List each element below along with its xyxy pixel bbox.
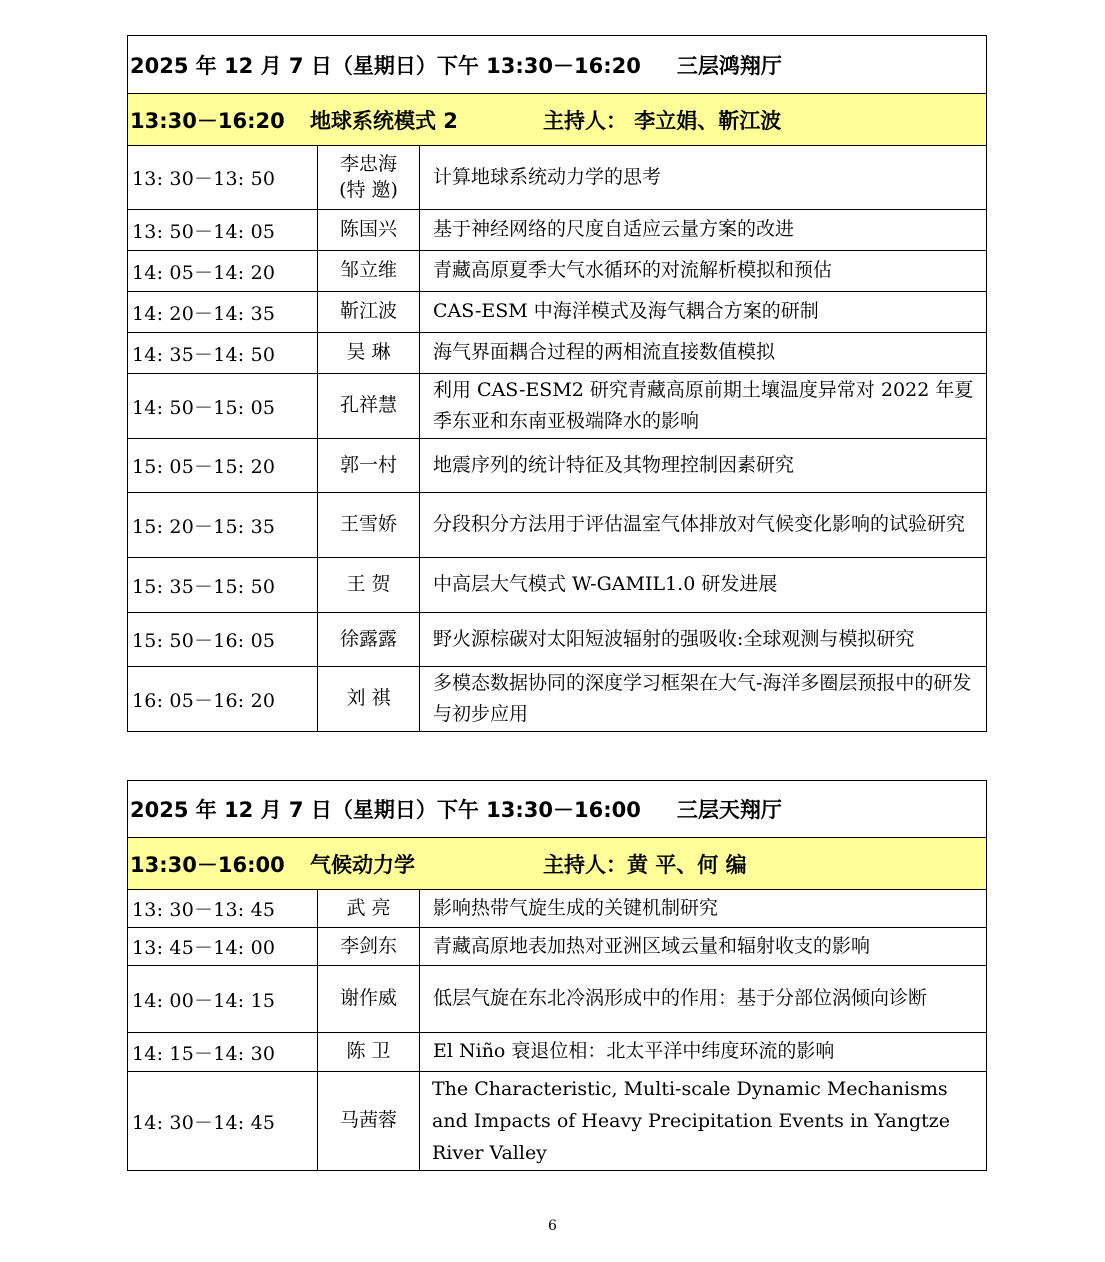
row-title: 分段积分方法用于评估温室气体排放对气候变化影响的试验研究 [420, 493, 987, 558]
row-title: 中高层大气模式 W-GAMIL1.0 研发进展 [420, 558, 987, 613]
table-row [128, 493, 987, 558]
session-topic: 地球系统模式 2 [310, 108, 458, 133]
speaker-name: 李忠海 [339, 152, 397, 175]
row-time: 14: 00－14: 15 [128, 966, 318, 1033]
session-table-2 [127, 780, 987, 1171]
row-time: 15: 05－15: 20 [128, 439, 318, 493]
table-row [128, 210, 987, 251]
session-room: 三层天翔厅 [676, 798, 782, 822]
row-title: 低层气旋在东北冷涡形成中的作用：基于分部位涡倾向诊断 [420, 966, 987, 1033]
page-number: 6 [548, 1218, 557, 1234]
session-header [128, 36, 987, 94]
table-row [128, 558, 987, 613]
row-speaker: 谢作威 [318, 966, 420, 1033]
table-row [128, 928, 987, 966]
row-title: 计算地球系统动力学的思考 [420, 146, 987, 210]
row-time: 15: 20－15: 35 [128, 493, 318, 558]
row-time: 13: 50－14: 05 [128, 210, 318, 251]
speaker-note: (特 邀) [339, 178, 398, 201]
row-title: 利用 CAS-ESM2 研究青藏高原前期土壤温度异常对 2022 年夏季东亚和东南亚极端降水的影响 [420, 374, 987, 439]
row-time: 13: 45－14: 00 [128, 928, 318, 966]
row-speaker: 邹立维 [318, 251, 420, 292]
row-speaker: 李剑东 [318, 928, 420, 966]
row-speaker: 刘 祺 [318, 667, 420, 732]
table-row [128, 333, 987, 374]
row-title: 多模态数据协同的深度学习框架在大气-海洋多圈层预报中的研发与初步应用 [420, 667, 987, 732]
session-table-1 [127, 35, 987, 732]
session-subheader [128, 838, 987, 890]
row-title: 影响热带气旋生成的关键机制研究 [420, 890, 987, 928]
table-row [128, 251, 987, 292]
table-row [128, 292, 987, 333]
row-speaker: 靳江波 [318, 292, 420, 333]
session-header [128, 781, 987, 838]
row-speaker [318, 146, 420, 210]
row-time: 16: 05－16: 20 [128, 667, 318, 732]
row-speaker: 陈 卫 [318, 1033, 420, 1072]
row-time: 14: 35－14: 50 [128, 333, 318, 374]
table-row [128, 439, 987, 493]
row-time: 14: 05－14: 20 [128, 251, 318, 292]
row-time: 14: 20－14: 35 [128, 292, 318, 333]
session-host: 主持人： 李立娟、靳江波 [543, 108, 782, 133]
row-title: 基于神经网络的尺度自适应云量方案的改进 [420, 210, 987, 251]
row-title: El Niño 衰退位相：北太平洋中纬度环流的影响 [420, 1033, 987, 1072]
row-speaker: 吴 琳 [318, 333, 420, 374]
table-row [128, 890, 987, 928]
session-date: 2025 年 12 月 7 日（星期日）下午 13:30－16:00 [130, 798, 641, 822]
row-speaker: 武 亮 [318, 890, 420, 928]
row-speaker: 徐露露 [318, 613, 420, 667]
row-title: CAS-ESM 中海洋模式及海气耦合方案的研制 [420, 292, 987, 333]
session-time-range: 13:30－16:20 [130, 108, 285, 133]
row-title: 海气界面耦合过程的两相流直接数值模拟 [420, 333, 987, 374]
row-speaker: 王 贺 [318, 558, 420, 613]
row-speaker: 王雪娇 [318, 493, 420, 558]
session-host: 主持人：黄 平、何 编 [543, 852, 747, 877]
session-subheader [128, 94, 987, 146]
row-speaker: 孔祥慧 [318, 374, 420, 439]
table-row [128, 374, 987, 439]
row-time: 15: 35－15: 50 [128, 558, 318, 613]
session-date: 2025 年 12 月 7 日（星期日）下午 13:30－16:20 [130, 53, 641, 78]
row-time: 15: 50－16: 05 [128, 613, 318, 667]
row-title: 野火源棕碳对太阳短波辐射的强吸收:全球观测与模拟研究 [420, 613, 987, 667]
row-speaker: 郭一村 [318, 439, 420, 493]
row-title: 青藏高原地表加热对亚洲区域云量和辐射收支的影响 [420, 928, 987, 966]
table-row [128, 613, 987, 667]
table-row [128, 966, 987, 1033]
row-time: 13: 30－13: 45 [128, 890, 318, 928]
row-title: The Characteristic, Multi-scale Dynamic Mechanisms and Impacts of Heavy Precipitation Events in Yangtze River Valley [420, 1072, 987, 1171]
table-row [128, 1033, 987, 1072]
row-time: 14: 30－14: 45 [128, 1072, 318, 1171]
session-time-range: 13:30－16:00 [130, 852, 285, 877]
table-row [128, 1072, 987, 1171]
row-time: 14: 50－15: 05 [128, 374, 318, 439]
row-speaker: 陈国兴 [318, 210, 420, 251]
row-time: 14: 15－14: 30 [128, 1033, 318, 1072]
row-title: 地震序列的统计特征及其物理控制因素研究 [420, 439, 987, 493]
table-row [128, 667, 987, 732]
table-row [128, 146, 987, 210]
session-topic: 气候动力学 [310, 852, 415, 877]
row-speaker: 马茜蓉 [318, 1072, 420, 1171]
session-room: 三层鸿翔厅 [676, 53, 782, 78]
row-title: 青藏高原夏季大气水循环的对流解析模拟和预估 [420, 251, 987, 292]
row-time: 13: 30－13: 50 [128, 146, 318, 210]
